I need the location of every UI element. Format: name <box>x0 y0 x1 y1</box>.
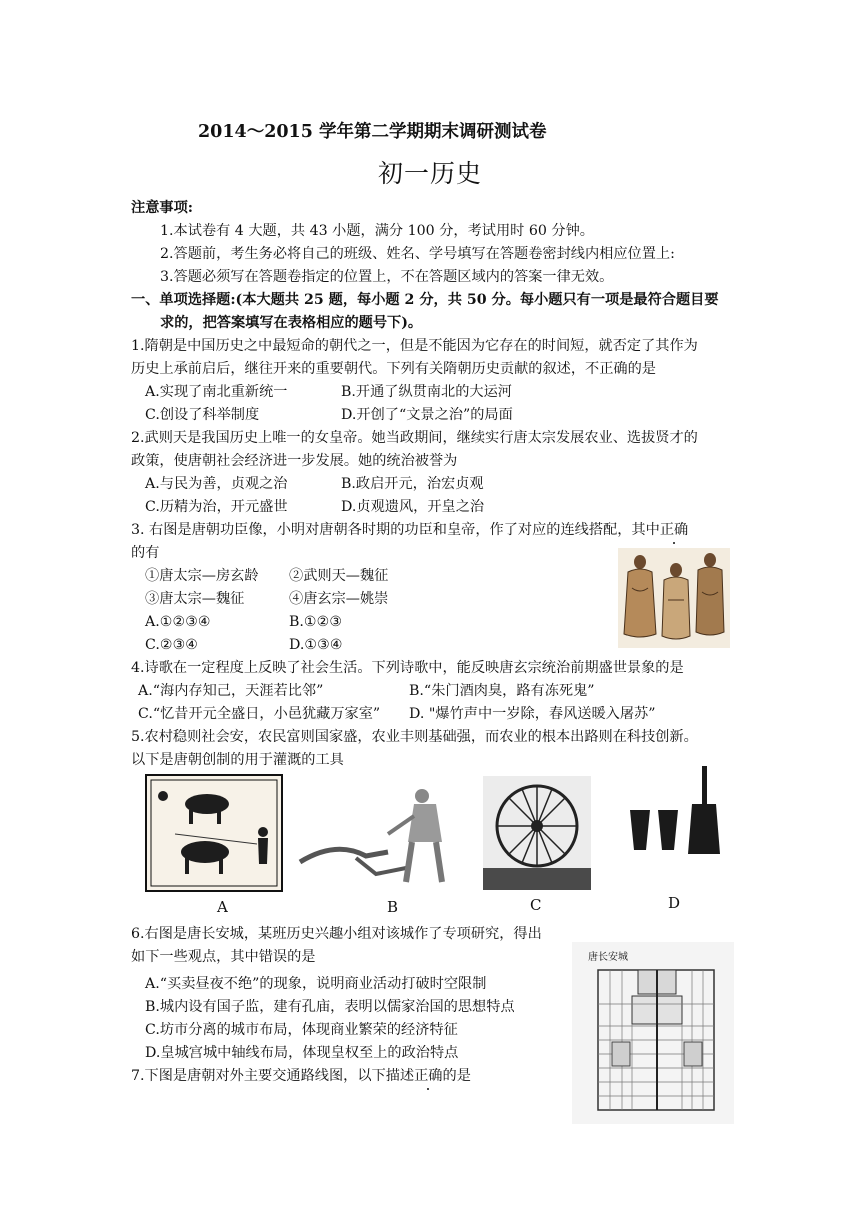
figure-label-a: A <box>217 898 228 916</box>
question-text: 政策，使唐朝社会经济进一步发展。她的统治被誉为 <box>131 453 458 469</box>
question-text-part: 7.下图是唐朝对外主要交通路线图，以下描述 <box>131 1068 415 1084</box>
pair-item: ③唐太宗—魏征 <box>145 591 245 607</box>
option-d: D.皇城宫城中轴线布局，体现皇权至上的政治特点 <box>145 1045 459 1061</box>
bucket-tools-image <box>620 764 732 876</box>
changan-map <box>572 942 734 1124</box>
exam-title: 2014～2015 学年第二学期期末调研测试卷 <box>198 122 547 142</box>
option-c: C.②③④ <box>145 637 199 653</box>
question-text: 4.诗歌在一定程度上反映了社会生活。下列诗歌中，能反映唐玄宗统治前期盛世景象的是 <box>131 660 684 676</box>
notice-item: 1.本试卷有 4 大题，共 43 小题，满分 100 分，考试用时 60 分钟。 <box>160 223 594 239</box>
option-b: B.政启开元，治宏贞观 <box>341 476 484 492</box>
option-d: D. "爆竹声中一岁除，春风送暖入屠苏” <box>409 706 656 722</box>
figure-label-d: D <box>668 894 681 912</box>
question-text-part: 的是 <box>442 1068 471 1084</box>
question-text <box>131 1066 471 1086</box>
notice-item: 3.答题必须写在答题卷指定的位置上，不在答题区域内的答案一律无效。 <box>160 269 614 285</box>
question-text: 历史上承前启后，继往开来的重要朝代。下列有关隋朝历史贡献的叙述，不正确的是 <box>131 361 656 377</box>
option-d: D.①③④ <box>289 637 343 653</box>
option-c: C.历精为治，开元盛世 <box>145 499 288 515</box>
question-text: 的有 <box>131 545 160 561</box>
ox-plough-image <box>145 774 283 892</box>
option-c: C.坊市分离的城市布局，体现商业繁荣的经济特征 <box>145 1022 458 1038</box>
emphasis-text: 正确 <box>414 1068 443 1084</box>
tang-officials-figure <box>618 548 730 648</box>
option-b: B.①②③ <box>289 614 343 630</box>
water-wheel-image <box>483 776 591 890</box>
question-text: 如下一些观点，其中错误的是 <box>131 949 316 965</box>
question-text: 6.右图是唐长安城，某班历史兴趣小组对该城作了专项研究，得出 <box>131 926 542 942</box>
map-grid-icon <box>572 942 734 1124</box>
option-c: C.“忆昔开元全盛日，小邑犹藏万家室” <box>138 706 381 722</box>
subject-title: 初一历史 <box>378 159 483 188</box>
emphasis-text: 正确 <box>659 522 689 538</box>
option-a: A.实现了南北重新统一 <box>145 384 288 400</box>
pair-item: ④唐玄宗—姚崇 <box>289 591 389 607</box>
option-d: D.开创了“文景之治”的局面 <box>341 407 513 423</box>
figure-label-b: B <box>387 898 399 916</box>
figure-label-c: C <box>530 896 542 914</box>
option-a: A.与民为善，贞观之治 <box>145 476 288 492</box>
question-text <box>131 520 688 540</box>
plough-farmer-image <box>296 782 466 890</box>
section-heading-cont: 求的，把答案填写在表格相应的题号下)。 <box>160 315 423 331</box>
option-b: B.城内设有国子监，建有孔庙，表明以儒家治国的思想特点 <box>145 999 515 1015</box>
option-d: D.贞观遗风，开皇之治 <box>341 499 485 515</box>
option-a: A.“海内存知己，天涯若比邻” <box>138 683 324 699</box>
pair-item: ②武则天—魏征 <box>289 568 389 584</box>
option-b: B.“朱门酒肉臭，路有冻死鬼” <box>409 683 595 699</box>
pair-item: ①唐太宗—房玄龄 <box>145 568 259 584</box>
question-text: 以下是唐朝创制的用于灌溉的工具 <box>131 752 344 768</box>
question-text: 2.武则天是我国历史上唯一的女皇帝。她当政期间，继续实行唐太宗发展农业、选拔贤才的 <box>131 430 698 446</box>
map-title: 唐长安城 <box>588 952 628 963</box>
option-c: C.创设了科举制度 <box>145 407 260 423</box>
question-text: 5.农村稳则社会安，农民富则国家盛，农业丰则基础强，而农业的根本出路则在科技创新。 <box>131 729 698 745</box>
option-b: B.开通了纵贯南北的大运河 <box>341 384 512 400</box>
question-text: 1.隋朝是中国历史之中最短命的朝代之一，但是不能因为它存在的时间短，就否定了其作为 <box>131 338 698 354</box>
question-text-part: 3. 右图是唐朝功臣像，小明对唐朝各时期的功臣和皇帝，作了对应的连线搭配，其中 <box>131 522 660 538</box>
option-a: A.①②③④ <box>145 614 211 630</box>
notice-item: 2.答题前，考生务必将自己的班级、姓名、学号填写在答题卷密封线内相应位置上: <box>160 246 675 262</box>
notice-heading: 注意事项: <box>131 200 193 216</box>
section-heading: 一、单项选择题:(本大题共 25 题，每小题 2 分，共 50 分。每小题只有一项是最符合题目要 <box>131 292 719 308</box>
option-a: A.“买卖昼夜不绝”的现象，说明商业活动打破时空限制 <box>145 976 487 992</box>
